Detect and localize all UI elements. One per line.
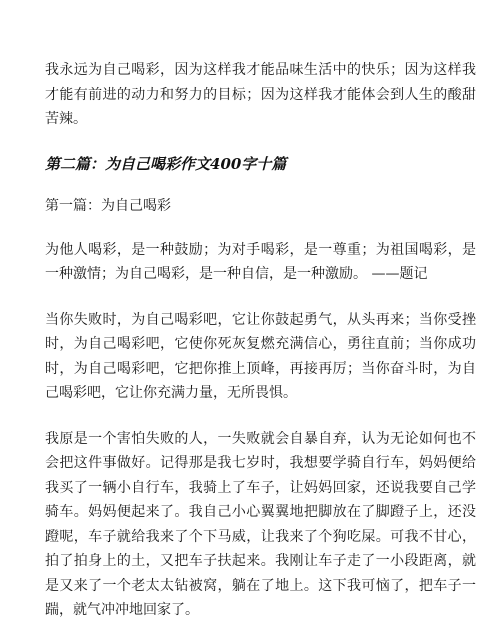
body-paragraph-2: 我原是一个害怕失败的人，一失败就会自暴自弃，认为无论如何也不会把这件事做好。记得那是我七岁时，我想要学骑自行车，妈妈便给我买了一辆小自行车，我骑上了车子，让妈妈回家，还说我要自己学骑车。妈妈便起来了。我自己小心翼翼地把脚放在了脚蹬子上，还没蹬呢，车子就给我来了个下马威，让我来了个狗吃屎。可我不甘心，拍了拍身上的土，又把车子扶起来。我刚让车子走了一小段距离，就是又来了一个老太太钻被窝，躺在了地上。这下我可恼了，把车子一踹，就气冲冲地回家了。 [45,430,476,618]
subsection-title: 第一篇：为自己喝彩 [45,197,171,214]
epigraph-paragraph: 为他人喝彩，是一种鼓励；为对手喝彩，是一尊重；为祖国喝彩，是一种激情；为自己喝彩，是一种自信，是一种激励。 ——题记 [45,241,476,282]
section-heading: 第二篇：为自己喝彩作文400字十篇 [45,154,287,173]
intro-paragraph: 我永远为自己喝彩，因为这样我才能品味生活中的快乐；因为这样我才能有前进的动力和努力的目标；因为这样我才能体会到人生的酸甜苦辣。 [45,62,476,127]
body-paragraph-1: 当你失败时，为自己喝彩吧，它让你鼓起勇气，从头再来；当你受挫时，为自己喝彩吧，它使你死灰复燃充满信心，勇往直前；当你成功时，为自己喝彩吧，它把你推上顶峰，再接再厉；当你奋斗时，为自己喝彩吧，它让你充满力量，无所畏惧。 [45,311,476,401]
